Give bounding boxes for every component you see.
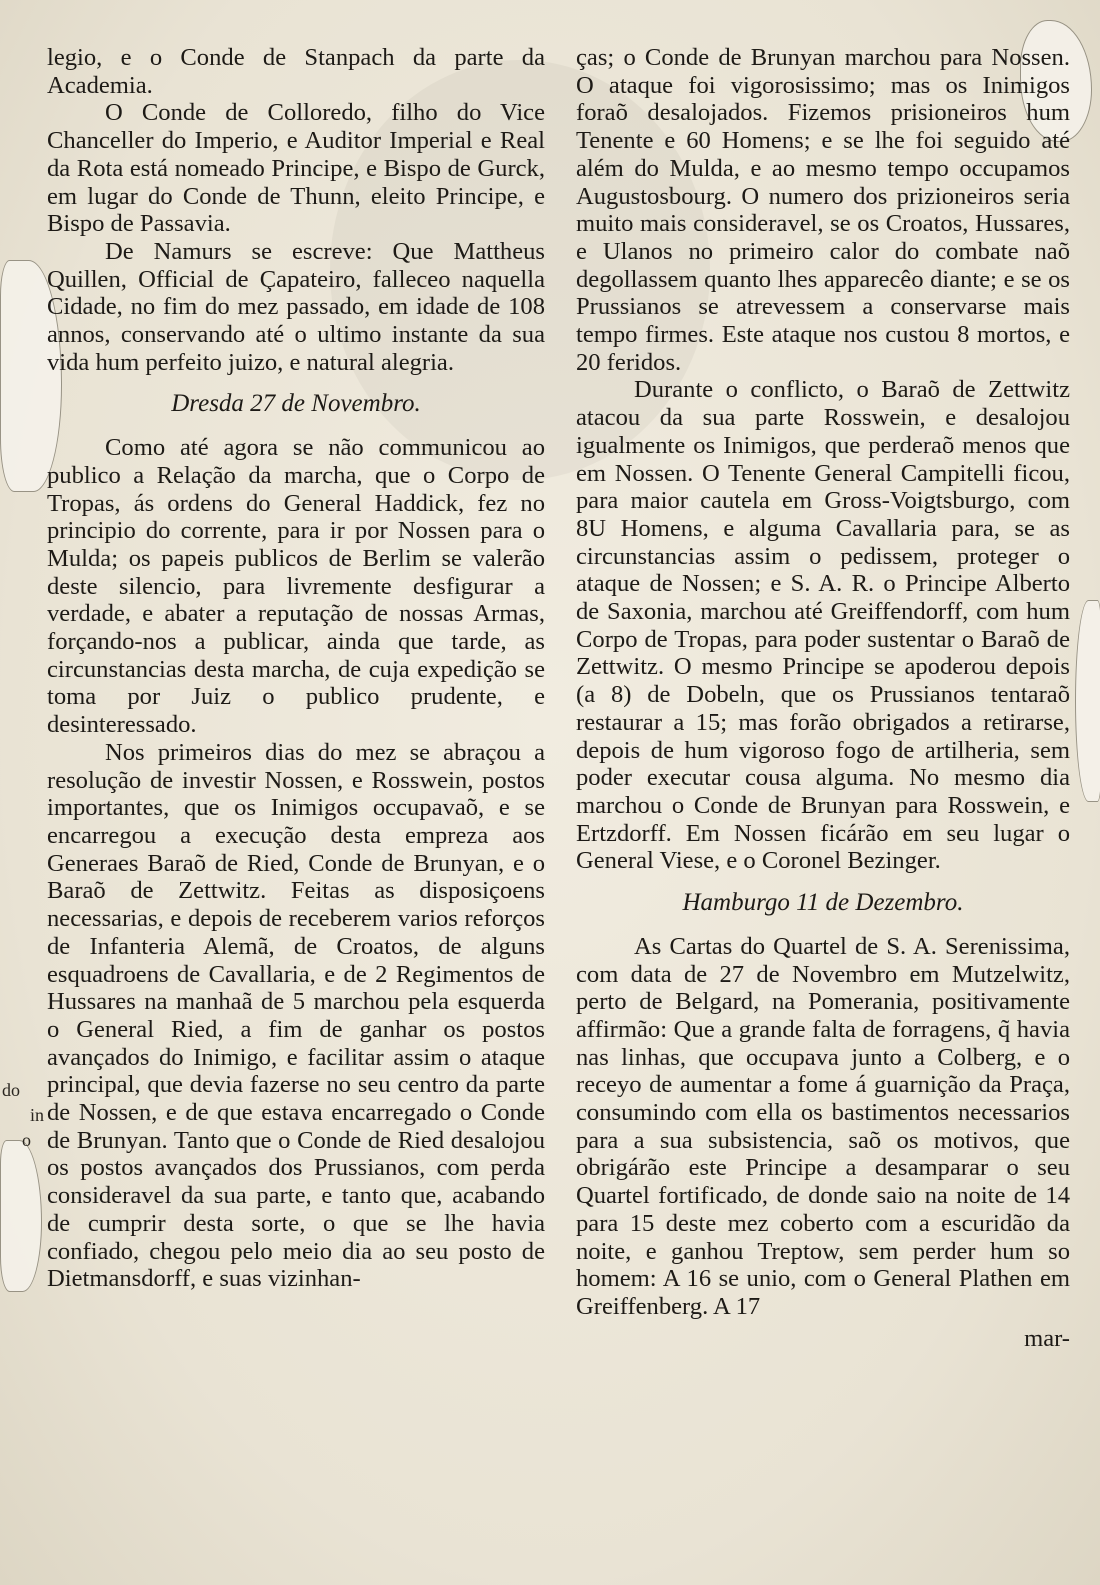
left-column: [47, 44, 545, 1293]
dateline-heading-dresda: Dresda 27 de Novembro.: [171, 390, 421, 418]
right-paragraph-1: ças; o Conde de Brunyan marchou para Nossen. O ataque foi vigorosissimo; mas os Inimigos foraõ desalojados. Fizemos prisioneiros hum Tenente e 60 Homens; e se lhe foi seguido até além do Mulda, e ao mesmo tempo occupamos Augustosbourg. O numero dos prizioneiros seria muito mais consideravel, se os Croatos, Hussares, e Ulanos no primeiro calor do combate naõ degollassem quanto lhes apparecêo diante; e se os Prussianos se atrevessem a conservarse mais tempo firmes. Este ataque nos custou 8 mortos, e 20 feridos.: [576, 44, 1070, 376]
right-paragraph-3: As Cartas do Quartel de S. A. Serenissima, com data de 27 de Novembro em Mutzelwitz, perto de Belgard, na Pomerania, positivamente affirmão: Que a grande falta de forragens, q̃ havia nas linhas, que occupava junto a Colberg, e o receyo de aumentar a fome á guarnição da Praça, consumindo com ella os bastimentos necessarios para a sua subsistencia, saõ os motivos, que obrigárão este Principe a desamparar o seu Quartel fortificado, de donde saio na noite de 14 para 15 deste mez coberto com a escuridão da noite, e ganhou Treptow, sem perder hum so homem: A 16 se unio, com o General Plathen em Greiffenberg. A 17: [576, 932, 1070, 1320]
torn-edge-left-lower: [0, 1140, 42, 1292]
dateline-heading-hamburgo: Hamburgo 11 de Dezembro.: [682, 889, 964, 917]
right-paragraph-2: Durante o conflicto, o Baraõ de Zettwitz atacou da sua parte Rosswein, e desalojou igualmente os Inimigos, que perderaõ menos que em Nossen. O Tenente General Campitelli ficou, para maior cautela em Gross-Voigtsburgo, com 8U Homens, e alguma Cavallaria para, se as circunstancias assim o pedissem, proteger o ataque de Nossen; e S. A. R. o Principe Alberto de Saxonia, marchou até Greiffendorff, com hum Corpo de Tropas, para poder sustentar o Baraõ de Zettwitz. O mesmo Principe se apoderou depois (a 8) de Dobeln, que os Prussianos tentaraõ restaurar a 15; mas forão obrigados a retirarse, depois de hum vigoroso fogo de artilheria, sem poder executar cousa alguma. No mesmo dia marchou o Conde de Brunyan para Rosswein, e Ertzdorff. Em Nossen ficárão em seu lugar o General Viese, e o Coronel Bezinger.: [576, 376, 1070, 875]
edge-fragment-2: in: [30, 1105, 45, 1125]
torn-edge-right: [1075, 600, 1100, 802]
edge-fragment-1: do: [2, 1080, 20, 1100]
catchword: mar-: [1024, 1324, 1070, 1352]
left-paragraph-2: O Conde de Colloredo, filho do Vice Chanceller do Imperio, e Auditor Imperial e Real da Rota está nomeado Principe, e Bispo de Gurck, em lugar do Conde de Thunn, eleito Principe, e Bispo de Passavia.: [47, 99, 545, 238]
left-paragraph-1: legio, e o Conde de Stanpach da parte da Academia.: [47, 44, 545, 99]
left-paragraph-4: Como até agora se não communicou ao publico a Relação da marcha, que o Corpo de Tropas, ás ordens do General Haddick, fez no principio do corrente, para ir por Nossen para o Mulda; os papeis publicos de Berlim se valerão deste silencio, para livremente desfigurar a verdade, e abater a reputação de nossas Armas, forçando-nos a publicar, ainda que tarde, as circunstancias desta marcha, de cuja expedição se toma por Juiz o publico prudente, e desinteressado.: [47, 434, 545, 739]
left-paragraph-5: Nos primeiros dias do mez se abraçou a resolução de investir Nossen, e Rosswein, postos importantes, que os Inimigos occupavaõ, e se encarregou a execução desta empreza aos Generaes Baraõ de Ried, Conde de Brunyan, e o Baraõ de Zettwitz. Feitas as disposiçoens necessarias, e depois de receberem varios reforços de Infanteria Alemã, de Croatos, de alguns esquadroens de Cavallaria, e de 2 Regimentos de Hussares na manhaã de 5 marchou pela esquerda o General Ried, a fim de ganhar os postos avançados do Inimigo, e facilitar assim o ataque principal, que devia fazerse no seu centro da parte de Nossen, e de que estava encarregado o Conde de Brunyan. Tanto que o Conde de Ried desalojou os postos avançados dos Prussianos, com perda consideravel da sua parte, e tanto que, acabando de cumprir desta sorte, o que se lhe havia confiado, chegou pelo meio dia ao seu posto de Dietmansdorff, e suas vizinhan-: [47, 738, 545, 1293]
edge-fragment-3: o: [22, 1130, 31, 1150]
right-column: [576, 44, 1070, 1352]
left-paragraph-3: De Namurs se escreve: Que Mattheus Quillen, Official de Çapateiro, falleceo naquella Cidade, no fim do mez passado, em idade de 108 annos, conservando até o ultimo instante da sua vida hum perfeito juizo, e natural alegria.: [47, 237, 545, 376]
